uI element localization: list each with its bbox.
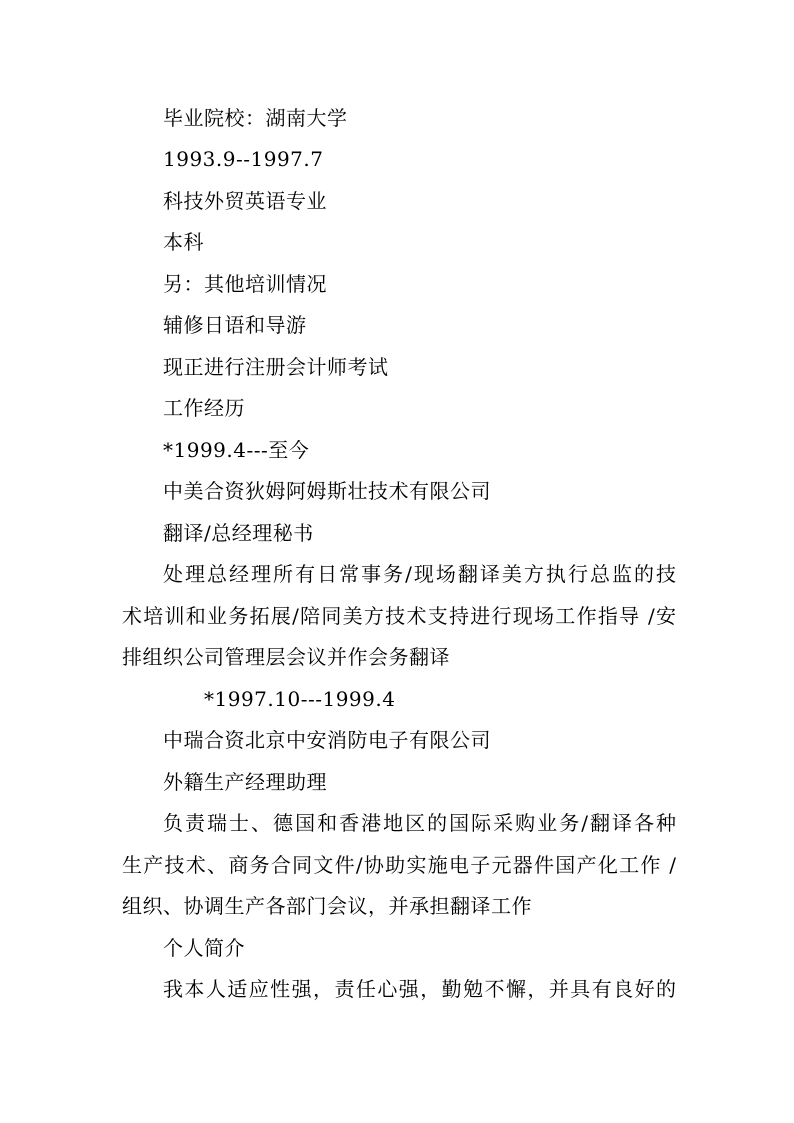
training-item-2: 现正进行注册会计师考试 (163, 355, 389, 379)
work-history-heading: 工作经历 (163, 396, 245, 420)
job2-title: 外籍生产经理助理 (163, 770, 327, 794)
major: 科技外贸英语专业 (163, 189, 327, 213)
study-period: 1993.9--1997.7 (163, 147, 324, 171)
job2-description-line: 组织、协调生产各部门会议，并承担翻译工作 (122, 894, 532, 918)
profile-text-line: 我本人适应性强，责任心强，勤勉不懈，并具有良好的 (163, 977, 676, 1001)
job2-company: 中瑞合资北京中安消防电子有限公司 (163, 728, 491, 752)
job2-description-line: 负责瑞士、德国和香港地区的国际采购业务/翻译各种 (163, 811, 676, 835)
other-training-heading: 另：其他培训情况 (163, 272, 327, 296)
profile-heading: 个人简介 (163, 936, 245, 960)
degree: 本科 (163, 230, 204, 254)
job1-description-line: 处理总经理所有日常事务/现场翻译美方执行总监的技 (163, 562, 676, 586)
job1-period: *1999.4---至今 (163, 438, 310, 462)
job1-title: 翻译/总经理秘书 (163, 521, 314, 545)
job2-description-line: 生产技术、商务合同文件/协助实施电子元器件国产化工作 / (122, 853, 676, 877)
training-item-1: 辅修日语和导游 (163, 313, 307, 337)
job1-description-line: 术培训和业务拓展/陪同美方技术支持进行现场工作指导 /安 (122, 604, 676, 628)
graduate-school: 毕业院校：湖南大学 (163, 106, 348, 130)
job1-company: 中美合资狄姆阿姆斯壮技术有限公司 (163, 479, 491, 503)
job1-description-line: 排组织公司管理层会议并作会务翻译 (122, 645, 450, 669)
job2-period: *1997.10---1999.4 (204, 687, 396, 711)
